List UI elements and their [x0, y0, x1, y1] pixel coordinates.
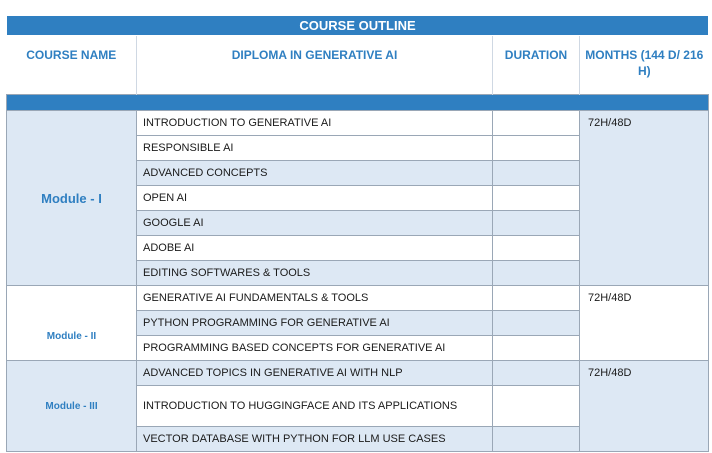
topic-cell: GENERATIVE AI FUNDAMENTALS & TOOLS	[137, 286, 493, 311]
duration-cell	[493, 211, 580, 236]
header-diploma: DIPLOMA IN GENERATIVE AI	[137, 36, 493, 95]
topic-cell: ADOBE AI	[137, 236, 493, 261]
duration-cell	[493, 427, 580, 452]
duration-cell	[493, 236, 580, 261]
months-cell: 72H/48D	[580, 286, 709, 361]
title-row	[7, 16, 709, 36]
months-cell: 72H/48D	[580, 361, 709, 452]
duration-cell	[493, 386, 580, 427]
table-row	[7, 111, 709, 136]
months-cell: 72H/48D	[580, 111, 709, 286]
table-row	[7, 286, 709, 311]
header-duration: DURATION	[493, 36, 580, 95]
topic-cell: PROGRAMMING BASED CONCEPTS FOR GENERATIVE AI	[137, 336, 493, 361]
header-row	[7, 36, 709, 95]
header-course-name: COURSE NAME	[7, 36, 137, 95]
duration-cell	[493, 161, 580, 186]
duration-cell	[493, 136, 580, 161]
module-name: Module - II	[7, 286, 137, 361]
table-row	[7, 361, 709, 386]
topic-cell: ADVANCED TOPICS IN GENERATIVE AI WITH NLP	[137, 361, 493, 386]
topic-cell: GOOGLE AI	[137, 211, 493, 236]
duration-cell	[493, 186, 580, 211]
topic-cell: OPEN AI	[137, 186, 493, 211]
table-title: COURSE OUTLINE	[7, 16, 709, 36]
topic-cell: VECTOR DATABASE WITH PYTHON FOR LLM USE CASES	[137, 427, 493, 452]
duration-cell	[493, 286, 580, 311]
module-name: Module - I	[7, 111, 137, 286]
header-months: MONTHS (144 D/ 216 H)	[580, 36, 709, 95]
module-name: Module - III	[7, 361, 137, 452]
course-outline-table	[6, 15, 709, 452]
topic-cell: EDITING SOFTWARES & TOOLS	[137, 261, 493, 286]
duration-cell	[493, 311, 580, 336]
duration-cell	[493, 111, 580, 136]
topic-cell: RESPONSIBLE AI	[137, 136, 493, 161]
separator-band-cell	[7, 95, 709, 111]
duration-cell	[493, 361, 580, 386]
duration-cell	[493, 336, 580, 361]
topic-cell: INTRODUCTION TO HUGGINGFACE AND ITS APPLICATIONS	[137, 386, 493, 427]
topic-cell: PYTHON PROGRAMMING FOR GENERATIVE AI	[137, 311, 493, 336]
topic-cell: ADVANCED CONCEPTS	[137, 161, 493, 186]
topic-cell: INTRODUCTION TO GENERATIVE AI	[137, 111, 493, 136]
duration-cell	[493, 261, 580, 286]
separator-band	[7, 95, 709, 111]
